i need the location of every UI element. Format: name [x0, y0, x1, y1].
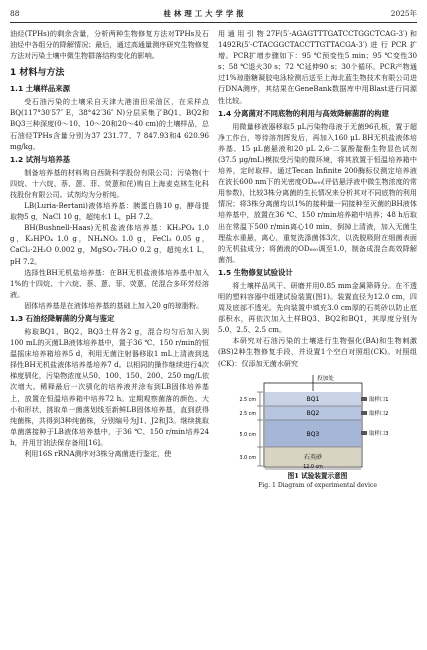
section-heading-materials-methods: 1 材料与方法: [10, 68, 65, 79]
publication-year: 2025年: [390, 8, 417, 18]
thickness-label-bq3: 5.0 cm: [239, 432, 256, 438]
subsection-heading-substrate-utilization: 1.4 分离菌对不同底物的利用与高效降解菌群的构建: [218, 108, 389, 118]
diameter-label: 12.0 cm: [303, 464, 323, 470]
sampling-label-2: 取样口2: [369, 410, 389, 417]
sampling-label-1: 取样口1: [369, 396, 389, 403]
paragraph-16s-identification: 利用16S rRNA测序对3株分离菌进行鉴定，使: [24, 449, 172, 458]
layer-label-bq3: BQ3: [306, 430, 320, 438]
thickness-label-sand: 3.0 cm: [239, 455, 256, 461]
subsection-heading-reagents-media: 1.2 试剂与培养基: [10, 154, 71, 164]
left-column: [10, 28, 209, 459]
paragraph-lb-medium: LB(Luria-Bertani)液体培养基：胰蛋白胨10 g，酵母提取物5 g，NaCl 10 g，超纯水1 L，pH 7.2。: [10, 201, 209, 222]
paragraph-treatments: 本研究对石油污染的土壤进行生物强化(BA)和生物刺激(BS)2种生物修复手段，并设置1个空白对照组(CK)。对照组(CK)：仅添加无菌水研究: [218, 336, 417, 368]
figure-caption-en: Fig. 1 Diagram of experimental device: [258, 481, 377, 489]
running-header: [10, 6, 417, 20]
subsection-heading-isolation: 1.3 石油烃降解菌的分离与鉴定: [10, 313, 115, 323]
paragraph-selective-bh-medium: 选择性BH无机盐培养基：在BH无机盐液体培养基中加入1%的十四烷、十六烷、萘、蒽、菲、荧蒽、芘混合多环芳烃溶液。: [10, 267, 209, 299]
figure-caption-cn: 图1 试验装置示意图: [287, 471, 348, 480]
paragraph-device-setup: 将土壤样品风干、研磨并用0.85 mm金属筛筛分。在不透明的塑料容器中组建试验装置(图1)。装置直径为12.0 cm，四周及底部不透光。先向装置中填充3.0 cm厚的石英砂以防止底部积水，再依次加入土样BQ3、BQ2和BQ1，其厚度分别为5.0、2.5、2.5 cm。: [218, 280, 417, 335]
right-column: [218, 28, 417, 491]
paragraph-reagents: 制备培养基的材料购自西陇科学股份有限公司；污染物(十四烷、十六烷、萘、蒽、菲、荧蒽和芘)购自上海麦克林生化科技股份有限公司。试剂均为分析纯。: [10, 167, 209, 199]
device-diagram: [218, 373, 417, 471]
paragraph-soil-source: 受石油污染的土壤采自天津大港油田采油区，在采样点BQ(117°30′57″ E，38°42′36″ N)分层采集了BQ1、BQ2和BQ3三种深度(0～10、10～20和20～40 cm)的土壤样品，总石油烃TPHs含量分别为37 231.77、7 847.93和4 620.96 mg/kg。: [10, 97, 209, 151]
layer-label-bq1: BQ1: [306, 395, 320, 403]
paragraph-bh-medium: BH(Bushnell-Haas)无机盐液体培养基：KH₂PO₄ 1.0 g，K₂HPO₄ 1.0 g，NH₄NO₃ 1.0 g，FeCl₃ 0.05 g，CaCl₂·2H₂O 0.002 g，MgSO₄·7H₂O 0.2 g，超纯水1 L，pH 7.2。: [10, 223, 209, 266]
sampling-port-3: [361, 431, 367, 435]
page-number: 88: [10, 8, 20, 18]
figure-experimental-device: [218, 373, 417, 491]
intro-paragraph-end: 油烃(TPHs)的剩余含量，分析两种生物修复方法对TPHs及石油烃中各组分的降解情况；最后，通过高通量测序研究生物修复方法对污染土壤中微生物群落结构变化的影响。: [10, 29, 209, 61]
subsection-heading-bioremediation-design: 1.5 生物修复试验设计: [218, 267, 293, 277]
dosing-label: 投加处: [317, 375, 334, 382]
paragraph-substrate-utilization: 用微量移液器移取5 μL污染物母液于无菌96孔板，置于超净工作台，等待溶剂挥发后，再加入160 μL BH无机盐液体培养基、15 μL菌悬液和20 μL 2,6-二氯酚靛酚生物显色试剂(37.5 μg/mL)模拟受污染的微环境，将其放置于恒温培养箱中培养，定时取样。通过Tecan Infinite 200酶标仪测定培养液在波长600 nm下的光密度OD₆₀₀(评估悬浮液中微生物浓度的常用参数)，比较3株分离菌的生长情况来分析其对不同底物的利用情况；将3株分离菌均以1%的接种量一同接种至灭菌的BH液体培养基中，放置在36 ℃、150 r/min培养箱中培养；48 h后取出在常温下500 r/min离心10 min，倒掉上清液，加入无菌生理盐水重悬，离心，重复洗涤菌体3次，以洗脱吸附在细菌表面的无机盐成分；将菌液的OD₆₀₀调至1.0，制备成混合高效降解菌剂。: [218, 121, 417, 264]
paragraph-pcr-continued: 用通用引物27F(5′-AGAGTTTGATCCTGGCTCAG-3′)和1492R(5′-CTACGGCTACCTTGTTACGA-3′)进行PCR扩增。PCR扩增步骤如下：95 ℃预变性5 min；95 ℃变性30 s；58 ℃退火30 s；72 ℃延伸90 s；30个循环。PCR产物通过1%琼脂糖凝胶电泳检测后送至上海北蓝生物技术有限公司进行DNA测序，其结果在GeneBank数据库中用Blast进行同源性比较。: [218, 29, 417, 105]
journal-title: 桂林理工大学学报: [163, 8, 247, 18]
layer-label-quartz: 石英砂: [303, 453, 323, 461]
thickness-label-bq2: 2.5 cm: [239, 411, 256, 417]
header-rule: [10, 22, 417, 23]
paragraph-solid-medium: 固体培养基是在液体培养基的基础上加入20 g的琼脂粉。: [24, 300, 204, 310]
subsection-heading-soil-source: 1.1 土壤样品来源: [10, 84, 71, 94]
sampling-label-3: 取样口3: [369, 430, 389, 437]
sampling-port-1: [361, 397, 367, 401]
paragraph-isolation: 称取BQ1、BQ2、BQ3土样各2 g，混合均匀后加入到100 mL的灭菌LB液体培养基中，置于36 ℃、150 r/min的恒温摇床培养箱培养5 d，利用无菌注射器移取1 mL上清液到选择性BH无机盐液体培养基培养7 d。以相同的操作继续进行4次梯度驯化，污染物浓度从50、100、150、200、250 mg/L依次增大。稀释最后一次驯化的培养液并涂布到LB固体培养基上，放置在恒温培养箱中培养72 h。定期观察菌落的颜色、大小和形状，挑取单一菌落划线至新鲜LB固体培养基，直到获得纯菌株，共得到3种纯菌株，分别编号为J1、J2和J3。继续挑取单菌落接种于LB液体培养基中，于36 ℃、150 r/min培养24 h，并用甘油法保存备用[16]。: [10, 326, 209, 447]
layer-label-bq2: BQ2: [306, 409, 320, 417]
sampling-port-2: [361, 411, 367, 415]
thickness-label-bq1: 2.5 cm: [239, 397, 256, 403]
